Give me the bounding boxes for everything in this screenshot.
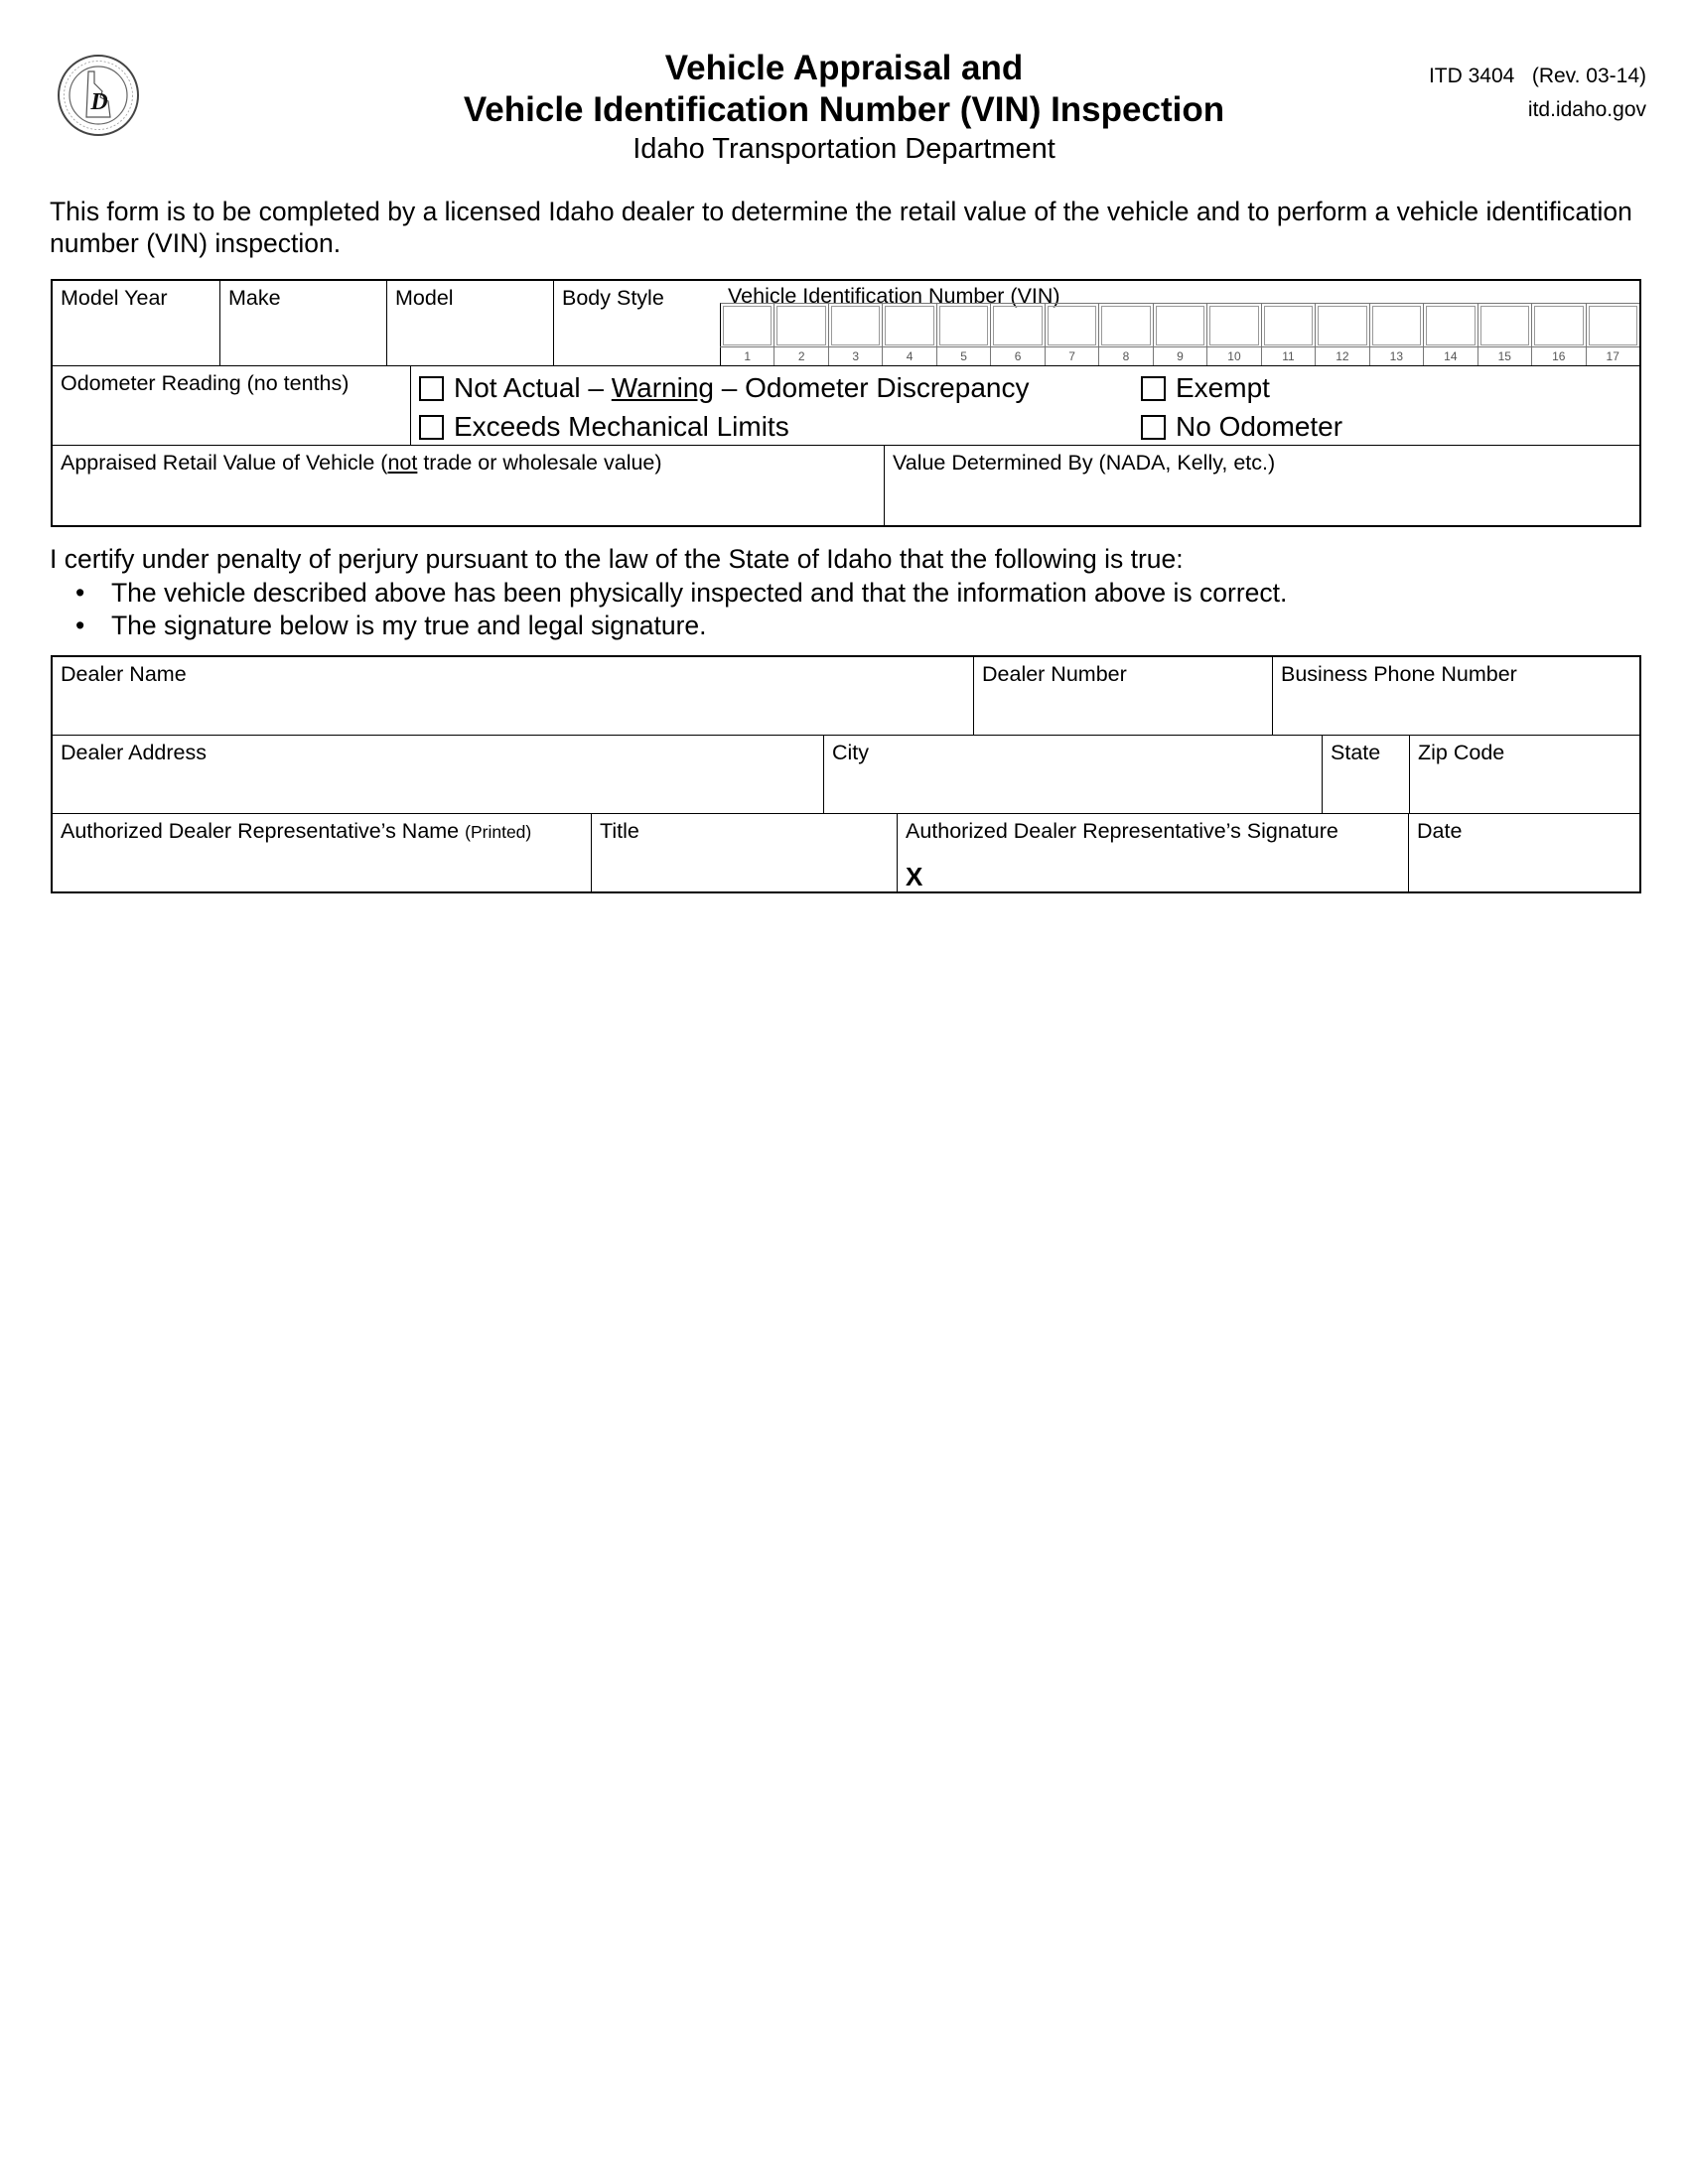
certification-bullet-2: • The signature below is my true and legal signature. <box>50 610 1287 643</box>
bullet-icon: • <box>75 611 85 640</box>
signature-x-mark: X <box>906 862 923 891</box>
vin-position-number: 9 <box>1153 347 1206 365</box>
vin-char-box[interactable] <box>1477 303 1531 346</box>
vin-char-box[interactable] <box>774 303 827 346</box>
vehicle-info-table <box>51 279 1641 527</box>
odometer-options <box>410 366 1639 445</box>
vin-char-box[interactable] <box>1206 303 1260 346</box>
vin-char-box[interactable] <box>882 303 935 346</box>
date-field[interactable] <box>1408 814 1639 891</box>
vin-field <box>720 281 1639 365</box>
title-field[interactable] <box>591 814 897 891</box>
city-label: City <box>832 741 870 764</box>
vin-char-box[interactable] <box>828 303 882 346</box>
dealer-row-2 <box>53 736 1639 814</box>
vin-char-input[interactable] <box>1048 306 1096 345</box>
exceeds-limits-checkbox[interactable] <box>419 415 444 440</box>
rep-signature-field[interactable] <box>897 814 1408 891</box>
vin-char-box[interactable] <box>1153 303 1206 346</box>
vin-char-box[interactable] <box>720 303 774 346</box>
vin-char-box[interactable] <box>936 303 990 346</box>
zip-code-field[interactable] <box>1409 736 1639 813</box>
not-actual-checkbox[interactable] <box>419 376 444 401</box>
vin-position-number: 14 <box>1423 347 1477 365</box>
dealer-name-label: Dealer Name <box>61 662 187 686</box>
vin-char-input[interactable] <box>1264 306 1313 345</box>
vin-label: Vehicle Identification Number (VIN) <box>728 284 1060 308</box>
vin-position-number: 2 <box>774 347 827 365</box>
vin-position-number: 1 <box>720 347 774 365</box>
exceeds-limits-label: Exceeds Mechanical Limits <box>454 411 789 442</box>
appraised-value-field[interactable] <box>53 446 884 525</box>
no-odometer-label: No Odometer <box>1176 411 1343 442</box>
value-determined-label: Value Determined By (NADA, Kelly, etc.) <box>893 451 1276 475</box>
vin-position-number: 10 <box>1206 347 1260 365</box>
body-style-field[interactable] <box>553 281 720 365</box>
vin-position-number: 11 <box>1261 347 1315 365</box>
vin-char-input[interactable] <box>1156 306 1204 345</box>
rep-name-field[interactable] <box>53 814 591 891</box>
business-phone-field[interactable] <box>1272 657 1639 735</box>
itd-seal-logo <box>57 54 140 137</box>
form-title-block <box>377 48 1311 167</box>
vin-position-number: 3 <box>828 347 882 365</box>
certification-bullets <box>50 577 1287 643</box>
make-field[interactable] <box>219 281 386 365</box>
form-title-line-1: Vehicle Appraisal and <box>664 49 1024 87</box>
vin-char-box[interactable] <box>1423 303 1477 346</box>
vin-char-box[interactable] <box>1531 303 1585 346</box>
no-odometer-option[interactable] <box>1141 411 1342 443</box>
rep-signature-label: Authorized Dealer Representative’s Signature <box>906 819 1338 843</box>
model-year-label: Model Year <box>61 286 168 310</box>
vin-char-box[interactable] <box>1261 303 1315 346</box>
vin-char-input[interactable] <box>885 306 933 345</box>
dealer-address-label: Dealer Address <box>61 741 207 764</box>
not-actual-option[interactable] <box>419 372 1029 404</box>
form-number: ITD 3404 (Rev. 03-14) <box>1428 65 1646 87</box>
vin-char-box[interactable] <box>1315 303 1368 346</box>
vin-position-number: 17 <box>1586 347 1639 365</box>
state-field[interactable] <box>1322 736 1409 813</box>
vin-character-boxes <box>720 303 1639 346</box>
vin-char-input[interactable] <box>1589 306 1637 345</box>
vin-char-box[interactable] <box>1586 303 1639 346</box>
vin-position-numbers <box>720 346 1639 365</box>
vin-char-input[interactable] <box>1480 306 1529 345</box>
vin-char-input[interactable] <box>1372 306 1421 345</box>
odometer-row <box>53 366 1639 446</box>
vin-char-input[interactable] <box>939 306 988 345</box>
vin-char-input[interactable] <box>1209 306 1258 345</box>
bullet-icon: • <box>75 577 85 608</box>
vin-char-box[interactable] <box>990 303 1044 346</box>
body-style-label: Body Style <box>562 286 664 310</box>
date-label: Date <box>1417 819 1463 843</box>
exempt-checkbox[interactable] <box>1141 376 1166 401</box>
vin-position-number: 13 <box>1369 347 1423 365</box>
vin-position-number: 12 <box>1315 347 1368 365</box>
dealer-row-3 <box>53 814 1639 891</box>
certification-intro: I certify under penalty of perjury pursuant to the law of the State of Idaho that the following is true: <box>50 544 1184 574</box>
dealer-row-1 <box>53 657 1639 736</box>
model-label: Model <box>395 286 454 310</box>
odometer-reading-label: Odometer Reading (no tenths) <box>61 371 350 395</box>
dealer-name-field[interactable] <box>53 657 973 735</box>
vehicle-row <box>53 281 1639 366</box>
dealer-address-field[interactable] <box>53 736 823 813</box>
vin-char-box[interactable] <box>1369 303 1423 346</box>
exempt-label: Exempt <box>1176 372 1270 403</box>
vin-char-input[interactable] <box>993 306 1042 345</box>
department-subtitle: Idaho Transportation Department <box>633 133 1055 165</box>
rep-name-label: Authorized Dealer Representative’s Name (Printed) <box>61 819 532 843</box>
form-id-block <box>1429 60 1646 127</box>
city-field[interactable] <box>823 736 1322 813</box>
dealer-number-label: Dealer Number <box>982 662 1127 686</box>
dealer-number-field[interactable] <box>973 657 1272 735</box>
vin-position-number: 4 <box>882 347 935 365</box>
value-row <box>53 446 1639 525</box>
title-label: Title <box>600 819 639 843</box>
vin-char-input[interactable] <box>1534 306 1583 345</box>
vin-position-number: 15 <box>1477 347 1531 365</box>
vin-position-number: 16 <box>1531 347 1585 365</box>
vin-char-input[interactable] <box>831 306 880 345</box>
vin-char-input[interactable] <box>723 306 772 345</box>
dealer-info-table <box>51 655 1641 893</box>
vin-char-box[interactable] <box>1045 303 1098 346</box>
intro-text: This form is to be completed by a licensed Idaho dealer to determine the retail value of the vehicle and to perform a vehicle identification number (VIN) inspection. <box>50 197 1632 258</box>
exempt-option[interactable] <box>1141 372 1270 404</box>
vin-position-number: 8 <box>1098 347 1152 365</box>
website: itd.idaho.gov <box>1527 98 1646 121</box>
model-field[interactable] <box>386 281 553 365</box>
vin-char-input[interactable] <box>1426 306 1475 345</box>
appraised-value-label: Appraised Retail Value of Vehicle (not trade or wholesale value) <box>61 451 662 475</box>
state-label: State <box>1331 741 1381 764</box>
form-title-line-2: Vehicle Identification Number (VIN) Inspection <box>463 90 1225 129</box>
vin-char-input[interactable] <box>1318 306 1366 345</box>
exceeds-limits-option[interactable] <box>419 411 789 443</box>
vin-position-number: 6 <box>990 347 1044 365</box>
no-odometer-checkbox[interactable] <box>1141 415 1166 440</box>
model-year-field[interactable] <box>53 281 219 365</box>
itd-seal-icon <box>57 54 140 137</box>
make-label: Make <box>228 286 281 310</box>
certification-statement <box>50 543 1287 643</box>
value-determined-field[interactable] <box>884 446 1639 525</box>
vin-position-number: 7 <box>1045 347 1098 365</box>
zip-code-label: Zip Code <box>1418 741 1505 764</box>
not-actual-label: Not Actual – Warning – Odometer Discrepancy <box>454 372 1030 403</box>
certification-bullet-1: • The vehicle described above has been physically inspected and that the information above is correct. <box>50 577 1287 611</box>
vin-char-input[interactable] <box>776 306 825 345</box>
svg-text:D: D <box>90 89 108 115</box>
odometer-reading-field[interactable] <box>53 366 410 445</box>
vin-char-box[interactable] <box>1098 303 1152 346</box>
vin-position-number: 5 <box>936 347 990 365</box>
vin-char-input[interactable] <box>1101 306 1150 345</box>
business-phone-label: Business Phone Number <box>1281 662 1517 686</box>
